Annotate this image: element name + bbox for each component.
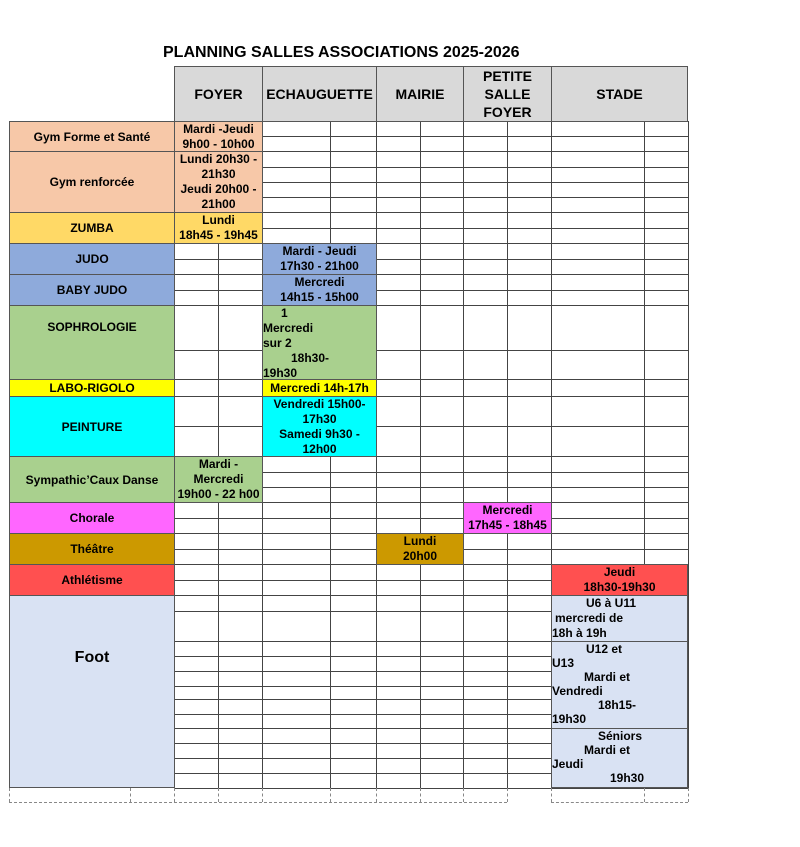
slot-sympathic-l1: Mardi - (198, 457, 239, 471)
grid-footer-tick (130, 788, 131, 802)
slot-sophrologie-l4: 18h30- (291, 351, 330, 365)
slot-foot-u12-l2: U13 (552, 656, 575, 670)
header-stade: STADE (551, 66, 688, 122)
slot-foot-u12-l3: Mardi et (584, 670, 631, 684)
header-mairie: MAIRIE (376, 66, 464, 122)
row-foot: Foot (9, 595, 175, 788)
slot-foot-seniors-l1: Séniors (598, 729, 643, 743)
slot-peinture-l4: 12h00 (302, 442, 337, 456)
slot-foot-u6-l1: U6 à U11 (586, 596, 637, 610)
slot-judo-l2: 17h30 - 21h00 (280, 259, 359, 273)
grid-vline (688, 121, 689, 788)
grid-footer-tick (644, 788, 645, 802)
slot-athletisme-l2: 18h30-19h30 (583, 580, 656, 594)
grid-footer-tick (218, 788, 219, 802)
slot-foot-u6 (551, 595, 688, 642)
header-petite-salle-line2: SALLE (484, 86, 531, 102)
row-judo: JUDO (9, 243, 175, 275)
slot-foot-seniors-l3: Jeudi (552, 757, 584, 771)
row-peinture: PEINTURE (9, 396, 175, 457)
slot-foot-seniors (551, 728, 688, 788)
slot-zumba-l2: 18h45 - 19h45 (179, 228, 258, 242)
row-baby-judo: BABY JUDO (9, 274, 175, 306)
grid-hline (174, 396, 688, 397)
slot-gym-forme (174, 121, 263, 152)
row-sympathic: Sympathic’Caux Danse (9, 456, 175, 503)
grid-footer-tick (688, 788, 689, 802)
slot-foot-u12-l5: 18h15- (598, 698, 637, 712)
slot-peinture-l3: Samedi 9h30 - (279, 427, 360, 441)
slot-peinture (262, 396, 377, 457)
slot-theatre-l2: 20h00 (402, 549, 438, 563)
grid-hline (174, 788, 688, 789)
grid-hline (174, 350, 688, 351)
slot-sophrologie-l2: Mercredi (263, 321, 314, 335)
slot-foot-seniors-l4: 19h30 (610, 771, 645, 785)
slot-gym-renforcee-l1: Lundi 20h30 - (179, 152, 258, 166)
slot-zumba (174, 212, 263, 244)
slot-foot-u12-l1: U12 et (586, 642, 623, 656)
slot-sophrologie (262, 305, 377, 380)
grid-hline (174, 290, 688, 291)
slot-peinture-l2: 17h30 (302, 412, 337, 426)
grid-hline (174, 426, 688, 427)
slot-chorale (463, 502, 552, 534)
slot-baby-judo-l1: Mercredi (294, 275, 345, 289)
slot-gym-renforcee-l2: 21h30 (201, 167, 236, 181)
slot-gym-renforcee-l4: 21h00 (201, 197, 236, 211)
grid-hline (174, 379, 688, 380)
slot-sympathic (174, 456, 263, 503)
slot-foot-u6-l3: 18h à 19h (552, 626, 607, 640)
slot-gym-renforcee (174, 151, 263, 213)
slot-zumba-l1: Lundi (202, 213, 235, 227)
grid-footer-tick (174, 788, 175, 802)
slot-gym-forme-l1: Mardi -Jeudi (183, 122, 254, 136)
grid-footer-tick (551, 788, 552, 802)
slot-gym-renforcee-l3: Jeudi 20h00 - (180, 182, 257, 196)
row-zumba: ZUMBA (9, 212, 175, 244)
slot-sophrologie-l3: sur 2 (263, 336, 292, 350)
grid-footer-tick (507, 788, 508, 802)
header-foyer: FOYER (174, 66, 263, 122)
slot-foot-u12-l6: 19h30 (552, 712, 587, 726)
grid-vline (463, 121, 464, 788)
header-petite-salle-line3: FOYER (483, 104, 532, 120)
slot-theatre (376, 533, 464, 565)
slot-athletisme (551, 564, 688, 596)
slot-sympathic-l2: Mercredi (193, 472, 244, 486)
header-petite-salle-line1: PETITE (482, 68, 532, 84)
slot-baby-judo (262, 274, 377, 306)
grid-hline (174, 259, 688, 260)
grid-footer-tick (463, 788, 464, 802)
slot-gym-forme-l2: 9h00 - 10h00 (182, 137, 255, 151)
slot-foot-u6-l2: mercredi de (555, 611, 624, 625)
grid-footer-tick (330, 788, 331, 802)
grid-footer-line (9, 802, 507, 803)
slot-chorale-l2: 17h45 - 18h45 (468, 518, 547, 532)
slot-judo-l1: Mardi - Jeudi (282, 244, 357, 258)
header-echauguette: ECHAUGUETTE (262, 66, 377, 122)
grid-vline (420, 121, 421, 788)
grid-hline (174, 274, 688, 275)
header-petite-salle (463, 66, 552, 122)
grid-footer-tick (420, 788, 421, 802)
row-labo-rigolo: LABO-RIGOLO (9, 379, 175, 397)
row-theatre: Théâtre (9, 533, 175, 565)
slot-judo (262, 243, 377, 275)
row-gym-renforcee: Gym renforcée (9, 151, 175, 213)
slot-athletisme-l1: Jeudi (603, 565, 636, 579)
slot-foot-u12-l4: Vendredi (552, 684, 603, 698)
slot-sympathic-l3: 19h00 - 22 h00 (177, 487, 260, 501)
slot-sophrologie-l5: 19h30 (263, 366, 298, 380)
grid-footer-tick (376, 788, 377, 802)
row-chorale: Chorale (9, 502, 175, 534)
slot-foot-seniors-l2: Mardi et (584, 743, 631, 757)
grid-vline (507, 121, 508, 788)
grid-footer-tick (9, 788, 10, 802)
slot-foot-u12 (551, 641, 688, 729)
slot-sophrologie-l1: 1 (281, 306, 288, 320)
slot-labo-rigolo: Mercredi 14h-17h (262, 379, 377, 397)
slot-peinture-l1: Vendredi 15h00- (273, 397, 366, 411)
slot-chorale-l1: Mercredi (482, 503, 533, 517)
grid-footer-line (551, 802, 688, 803)
row-athletisme: Athlétisme (9, 564, 175, 596)
grid-hline (174, 518, 688, 519)
grid-footer-tick (262, 788, 263, 802)
slot-baby-judo-l2: 14h15 - 15h00 (280, 290, 359, 304)
row-sophrologie: SOPHROLOGIE (9, 305, 175, 380)
page-title: PLANNING SALLES ASSOCIATIONS 2025-2026 (163, 44, 520, 61)
slot-theatre-l1: Lundi (403, 534, 437, 548)
grid-hline (174, 305, 688, 306)
row-gym-forme: Gym Forme et Santé (9, 121, 175, 152)
